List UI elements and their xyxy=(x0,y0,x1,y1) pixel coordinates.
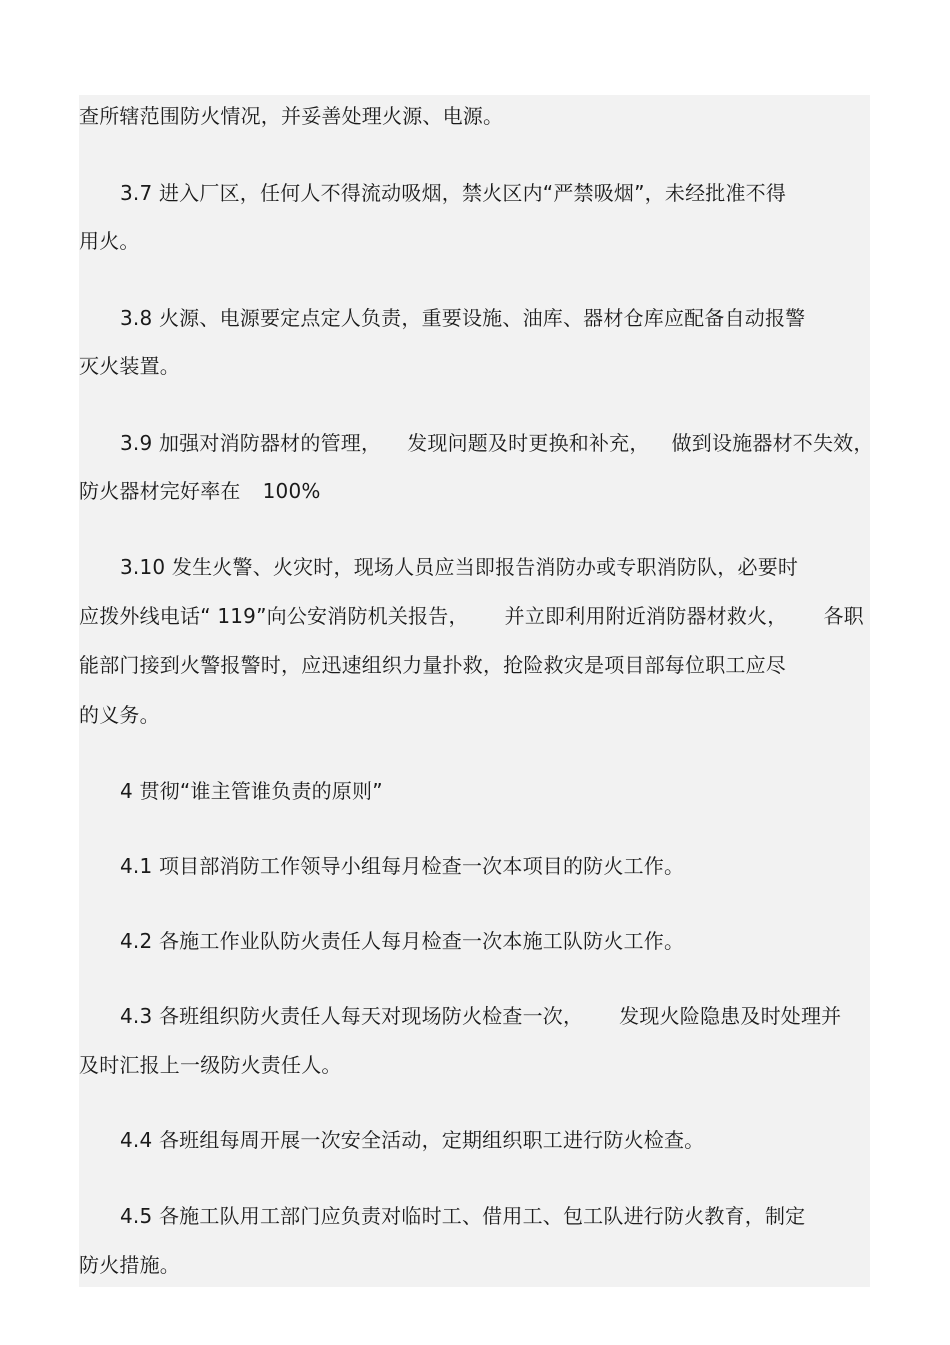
text-line xyxy=(120,1126,704,1154)
text-line xyxy=(120,927,684,955)
text-line xyxy=(79,1051,342,1079)
line-text: 的义务。 xyxy=(79,703,160,727)
line-text: 用火。 xyxy=(79,229,140,253)
text-line xyxy=(120,553,798,581)
section-heading xyxy=(120,777,383,805)
text-line xyxy=(79,102,503,130)
line-text: 查所辖范围防火情况，并妥善处理火源、电源。 xyxy=(79,104,504,128)
line-text: 灭火装置。 xyxy=(79,354,180,378)
line-text: 4 贯彻“谁主管谁负责的原则” xyxy=(120,779,383,803)
line-text: 4.2 各施工作业队防火责任人每月检查一次本施工队防火工作。 xyxy=(120,929,685,953)
line-text: 4.4 各班组每周开展一次安全活动，定期组织职工进行防火检查。 xyxy=(120,1128,705,1152)
line-text: 4.5 各施工队用工部门应负责对临时工、借用工、包工队进行防火教育，制定 xyxy=(120,1204,806,1228)
line-text: 3.8 火源、电源要定点定人负责，重要设施、油库、器材仓库应配备自动报警 xyxy=(120,306,806,330)
document-page xyxy=(79,95,874,1287)
text-line xyxy=(79,602,864,630)
line-text: 4.1 项目部消防工作领导小组每月检查一次本项目的防火工作。 xyxy=(120,854,685,878)
text-line xyxy=(79,477,321,505)
text-line xyxy=(79,701,160,729)
line-text: 发现问题及时更换和补充， xyxy=(407,431,650,455)
line-text: 3.10 发生火警、火灾时，现场人员应当即报告消防办或专职消防队，必要时 xyxy=(120,555,799,579)
text-line xyxy=(79,1251,180,1279)
line-text: 能部门接到火警报警时，应迅速组织力量扑救，抢险救灾是项目部每位职工应尽 xyxy=(79,653,786,677)
text-line xyxy=(79,227,140,255)
text-line xyxy=(120,852,684,880)
text-line xyxy=(79,352,180,380)
line-text: 3.7 进入厂区，任何人不得流动吸烟，禁火区内“严禁吸烟”，未经批准不得 xyxy=(120,181,787,205)
text-line xyxy=(79,651,786,679)
text-line xyxy=(120,179,786,207)
text-line xyxy=(120,1002,841,1030)
line-text: 3.9 加强对消防器材的管理， xyxy=(120,431,382,455)
line-text: 及时汇报上一级防火责任人。 xyxy=(79,1053,342,1077)
line-text: 并立即利用附近消防器材救火， xyxy=(504,604,788,628)
text-line xyxy=(120,304,805,332)
line-text: 应拨外线电话“ 119”向公安消防机关报告， xyxy=(79,604,469,628)
line-text: 各职 xyxy=(823,604,864,628)
line-text: 4.3 各班组织防火责任人每天对现场防火检查一次， xyxy=(120,1004,584,1028)
line-text: 防火措施。 xyxy=(79,1253,180,1277)
line-text: 做到设施器材不失效， xyxy=(671,431,874,455)
line-text: 防火器材完好率在 xyxy=(79,479,241,503)
line-text: 发现火险隐患及时处理并 xyxy=(619,1004,842,1028)
line-text: 100% xyxy=(262,479,321,503)
text-line xyxy=(120,1202,805,1230)
text-line xyxy=(120,429,874,457)
